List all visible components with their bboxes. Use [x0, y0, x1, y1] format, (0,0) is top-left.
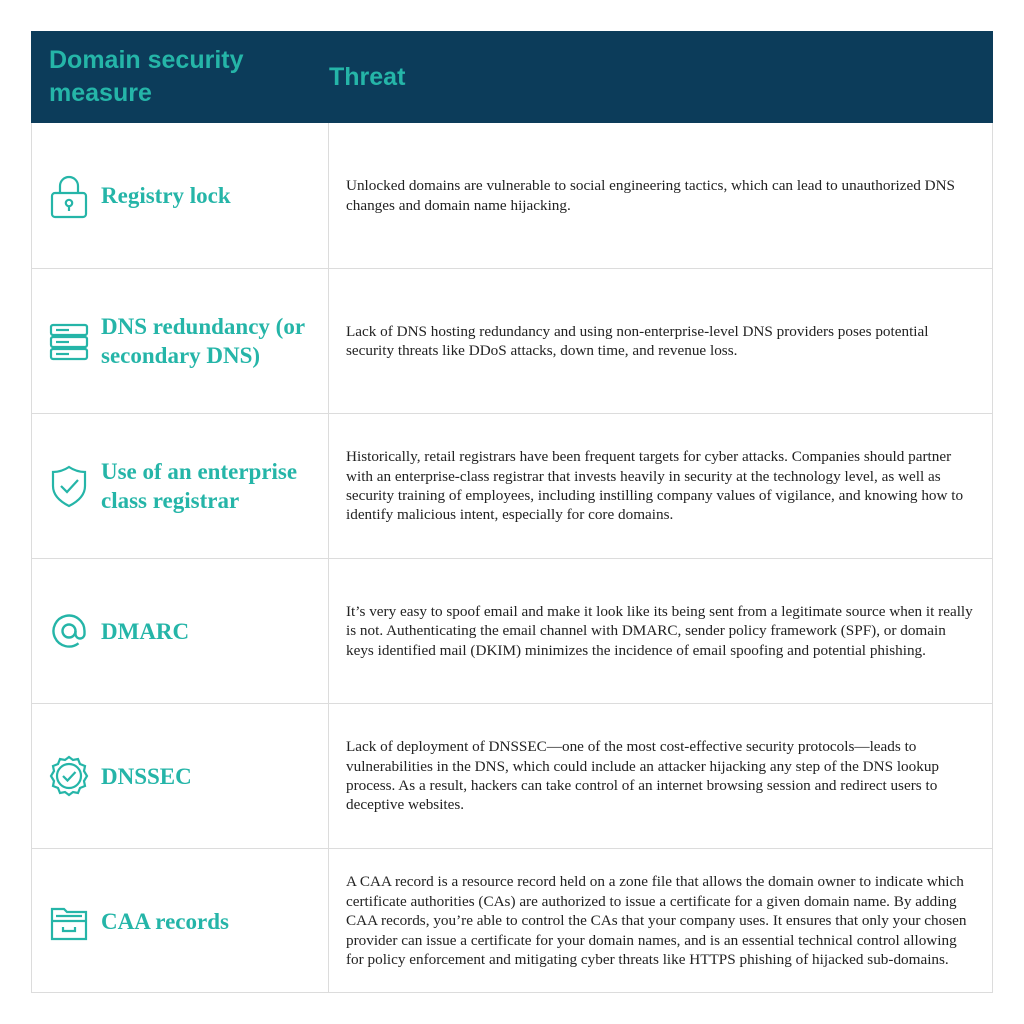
measure-label: DNS redundancy (or secondary DNS) [101, 314, 305, 368]
table-row [32, 268, 992, 413]
server-stack-icon [49, 317, 89, 365]
measure-cell [32, 414, 329, 558]
table-row [32, 123, 992, 268]
threat-cell [329, 414, 992, 558]
badge-check-icon [49, 752, 89, 800]
measure-label: Registry lock [101, 183, 231, 208]
table-row [32, 558, 992, 703]
threat-cell [329, 704, 992, 848]
threat-text: Lack of deployment of DNSSEC—one of the most cost-effective security protocols—leads to vulnerabilities in the DNS, which could include an attacker hijacking any step of the DNS lookup process. As a result, hackers can take control of an internet browsing session and redirect users to deceptive websites. [346, 738, 940, 814]
threat-text: It’s very easy to spoof email and make it look like its being sent from a legitimate source when it really is not. Authenticating the email channel with DMARC, sender policy framework (SPF), or domain keys identified mail (DKIM) minimizes the incidence of email spoofing and potential phishing. [346, 602, 973, 659]
table-row [32, 413, 992, 558]
threat-cell [329, 849, 992, 993]
padlock-icon [49, 172, 89, 220]
shield-check-icon [49, 462, 89, 510]
threat-text: A CAA record is a resource record held on a zone file that allows the domain owner to indicate which certificate authorities (CAs) are authorized to issue a certificate for a given domain name. By adding CAA records, you’re able to control the CAs that your company uses. It ensures that only your chosen provider can issue a certificate for your domain names, and is an essential technical control allowing for policy enforcement and mitigating cyber threats like HTTPS phishing of hijacked sub-domains. [346, 873, 967, 969]
file-drawer-icon [49, 897, 89, 945]
threat-text: Historically, retail registrars have been frequent targets for cyber attacks. Companies should partner with an enterprise-class registrar that invests heavily in security at the technology level, as well as security training of employees, including instilling company values of vigilance, and knowing how to identify malicious intent, especially for core domains. [346, 448, 964, 524]
table-row [32, 703, 992, 848]
threat-text: Unlocked domains are vulnerable to social engineering tactics, which can lead to unauthorized DNS changes and domain name hijacking. [346, 177, 955, 214]
security-table [31, 31, 993, 993]
threat-text: Lack of DNS hosting redundancy and using non-enterprise-level DNS providers poses potential security threats like DDoS attacks, down time, and revenue loss. [346, 322, 929, 359]
threat-cell [329, 269, 992, 413]
measure-cell [32, 559, 329, 703]
measure-cell [32, 123, 329, 268]
threat-cell [329, 123, 992, 268]
at-sign-icon [49, 607, 89, 655]
measure-label: CAA records [101, 908, 229, 934]
measure-label: DNSSEC [101, 763, 192, 789]
measure-cell [32, 269, 329, 413]
measure-cell [32, 704, 329, 848]
header-threat: Threat [329, 62, 406, 91]
threat-cell [329, 559, 992, 703]
measure-label: Use of an enterprise class registrar [101, 459, 298, 513]
measure-label: DMARC [101, 618, 190, 644]
table-header [31, 31, 993, 123]
measure-cell [32, 849, 329, 993]
header-measure: Domain security measure [49, 46, 244, 107]
table-row [32, 848, 992, 993]
